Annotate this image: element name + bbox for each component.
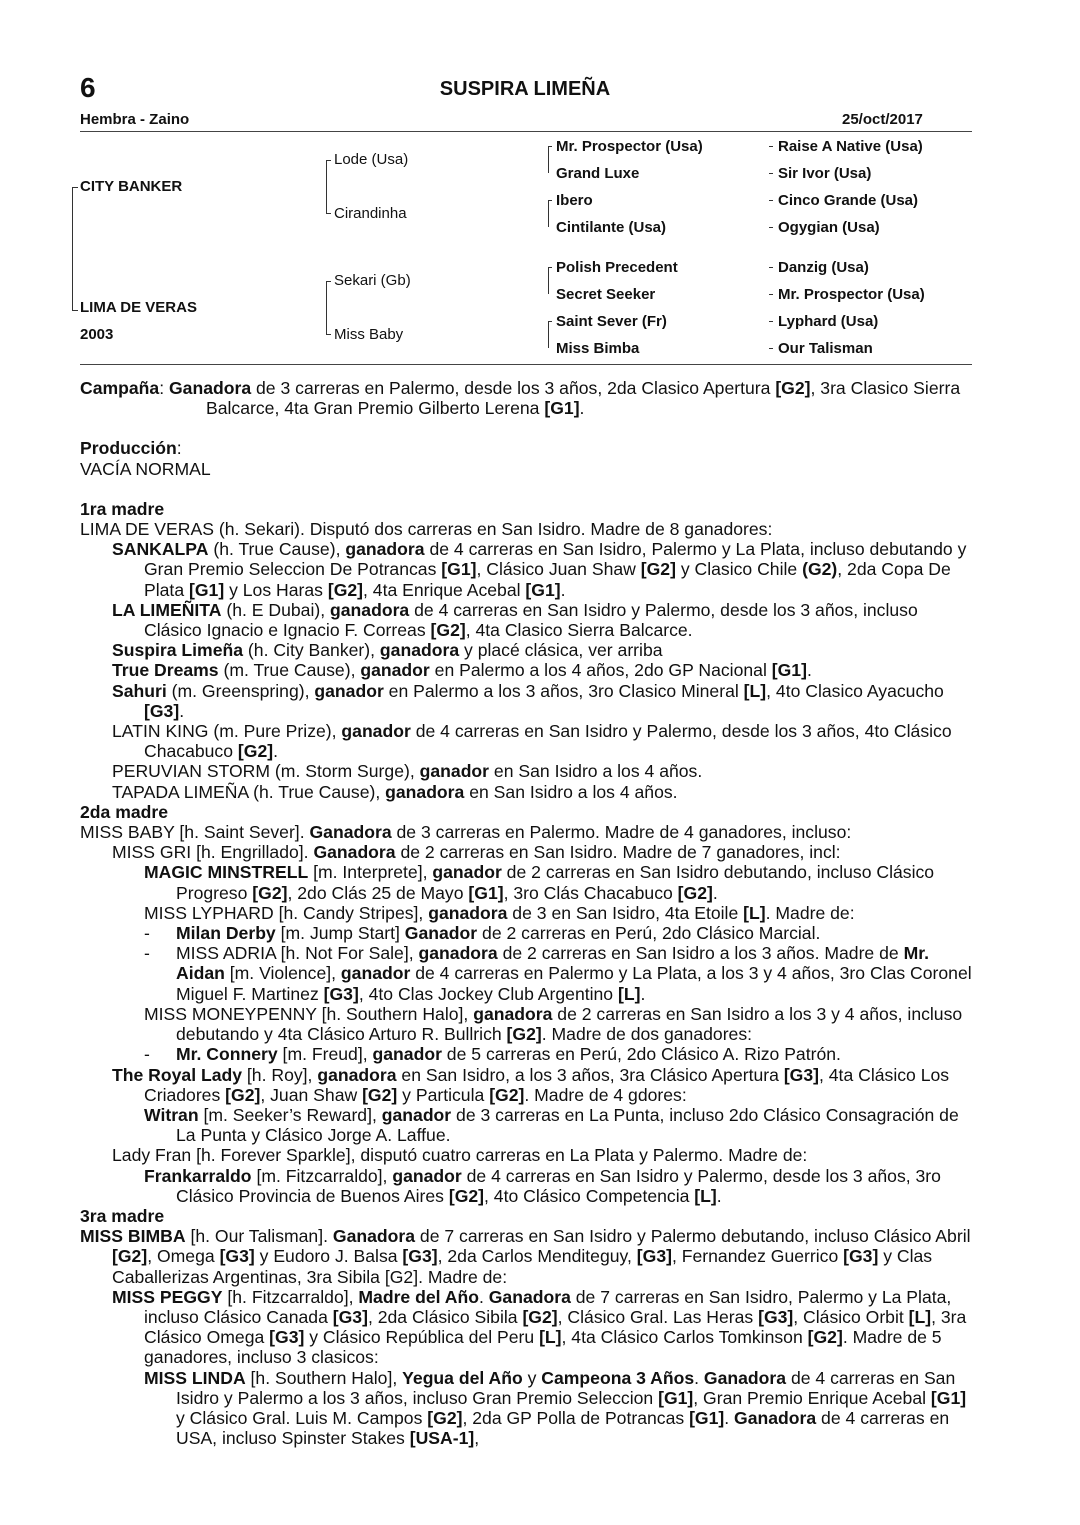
bold-segment: [USA-1]	[409, 1428, 475, 1449]
bold-segment: Milan Derby	[176, 923, 276, 944]
campaign-paragraph	[80, 378, 972, 418]
text-segment: [G2]	[384, 1266, 419, 1287]
text-segment: (h. City Banker),	[243, 640, 380, 661]
bold-segment: [G2]	[427, 1407, 463, 1428]
pedigree-g3: Secret Seeker	[556, 286, 656, 303]
pedigree-g4: Ogygian (Usa)	[778, 219, 880, 236]
text-segment: (m. True Cause),	[218, 660, 361, 681]
bold-segment: [G2]	[252, 882, 288, 903]
text-segment: y Clásico República del Peru	[304, 1327, 540, 1348]
text-segment: de 2 carreras en Perú, 2do Clásico Marcial.	[477, 923, 821, 944]
bold-segment: [L]	[743, 680, 767, 701]
text-segment: MISS ADRIA [h. Not For Sale],	[176, 943, 419, 964]
second-dam-intro	[80, 822, 972, 842]
text-segment: [h. Our Talisman].	[185, 1226, 333, 1247]
gen1-bracket	[72, 187, 73, 311]
gen3-tick	[548, 267, 552, 268]
bold-segment: [G2]	[489, 1084, 525, 1105]
text-segment: .	[694, 1367, 704, 1388]
text-segment: en San Isidro a los 4 años.	[464, 781, 678, 802]
text-segment: de 2 carreras en San Isidro a los 3 y 4 años, incluso debutando y 4ta Clásico Arturo R. Bullrich	[176, 1003, 963, 1045]
bold-segment: [G3]	[144, 700, 180, 721]
text-segment: [m. Seeker’s Reward],	[198, 1104, 382, 1125]
text-segment: de 5 carreras en Perú, 2do Clásico A. Rizo Patrón.	[441, 1044, 841, 1065]
produce-entry	[80, 539, 972, 600]
bold-segment: [G2]	[522, 1306, 558, 1327]
produce-entry	[80, 1065, 972, 1105]
campaign-winner: Ganadora	[168, 378, 252, 398]
gen3-tick	[548, 321, 552, 322]
text-segment: , Clásico Juan Shaw	[476, 559, 641, 580]
bold-segment: Yegua del Año	[402, 1367, 523, 1388]
bold-segment: ganadora	[473, 1003, 553, 1024]
pedigree-dam: LIMA DE VERAS	[80, 299, 197, 316]
first-dam-title: 1ra madre	[80, 498, 165, 519]
foaling-date: 25/oct/2017	[842, 111, 923, 128]
text-segment: .	[712, 882, 718, 903]
bold-segment: [G1]	[468, 882, 504, 903]
text-segment: de 2 carreras en San Isidro. Madre de 7 ganadores, incl:	[395, 842, 841, 863]
gen2-tick	[326, 213, 331, 214]
bold-segment: [G2]	[807, 1327, 843, 1348]
bold-segment: [L]	[617, 983, 641, 1004]
horse-name: SUSPIRA LIMEÑA	[439, 78, 611, 100]
third-dam-title: 3ra madre	[80, 1205, 165, 1226]
text-segment: , Juan Shaw	[260, 1084, 363, 1105]
text-segment: y	[522, 1367, 542, 1388]
bold-segment: ganador	[372, 1044, 442, 1065]
text-segment: y Clas Caballerizas Argentinas, 3ra Sibila	[112, 1246, 933, 1287]
gen4-tick	[769, 200, 773, 201]
gen4-tick	[769, 348, 773, 349]
pedigree-g4: Cinco Grande (Usa)	[778, 192, 919, 209]
pedigree-g3: Polish Precedent	[556, 259, 678, 276]
text-segment: [m. Fitzcarraldo],	[251, 1165, 393, 1186]
text-segment: de 4 carreras en San Isidro y Palermo, desde los 3 años, 4to Clásico Chacabuco	[144, 721, 952, 762]
gen3-bracket	[548, 146, 549, 173]
bold-segment: ganadora	[379, 640, 460, 661]
pedigree-g3: Saint Sever (Fr)	[556, 313, 667, 330]
text-segment: y Clásico Gral. Luis M. Campos	[176, 1407, 428, 1428]
campaign-text: , 3ra Clasico Sierra Balcarce, 4ta Gran Premio Gilberto Lerena	[206, 378, 961, 419]
bold-segment: [G1]	[189, 579, 225, 600]
gen3-tick	[548, 200, 552, 201]
text-segment: de 4 carreras en Palermo y La Plata, a los 3 y 4 años, 3ro Clas Coronel Miguel F. Martinez	[176, 963, 972, 1004]
bold-segment: [G2]	[506, 1024, 542, 1045]
bold-segment: [L]	[694, 1185, 717, 1206]
pedigree-g4: Sir Ivor (Usa)	[778, 165, 872, 182]
production-label: Producción	[80, 438, 177, 459]
pedigree-g2: Sekari (Gb)	[334, 272, 411, 289]
catalog-number: 6	[80, 72, 96, 103]
bold-segment: Mr. Aidan	[176, 943, 929, 984]
text-segment: de 4 carreras en San Isidro y Palermo a los 3 años, incluso Gran Premio Seleccion	[176, 1367, 956, 1408]
text-segment: , 4ta Clásico Los Criadores	[144, 1064, 950, 1105]
text-segment: , 4to Clásico Competencia	[484, 1185, 695, 1206]
produce-entry	[80, 1004, 972, 1044]
bold-segment: ganadora	[385, 781, 465, 802]
bold-segment: ganadora	[330, 599, 410, 620]
bold-segment: [L]	[743, 902, 766, 923]
bold-segment: [G1]	[441, 559, 477, 580]
bold-segment: [G2]	[237, 741, 274, 762]
produce-entry	[80, 903, 972, 923]
bold-segment: [G3]	[402, 1246, 438, 1267]
top-rule	[80, 131, 972, 132]
text-segment: . Madre de 5 ganadores, incluso 3 clasicos:	[144, 1327, 942, 1368]
sex-color: Hembra - Zaino	[80, 111, 190, 128]
pedigree-g4: Raise A Native (Usa)	[778, 138, 923, 155]
pedigree-g3: Ibero	[556, 192, 593, 209]
pedigree-g4: Danzig (Usa)	[778, 259, 869, 276]
bold-segment: Sahuri	[112, 680, 167, 701]
gen2-tick	[326, 160, 331, 161]
produce-entry	[80, 842, 972, 862]
text-segment: , Clásico Gral. Las Heras	[557, 1306, 759, 1327]
gen2-bracket	[326, 281, 327, 335]
text-segment: de 4 carreras en USA, incluso Spinster Stakes	[176, 1407, 950, 1449]
text-segment: .	[273, 741, 278, 762]
text-segment: en Palermo a los 4 años, 2do GP Nacional	[429, 660, 772, 681]
produce-entry	[80, 782, 972, 802]
first-dam-intro: LIMA DE VERAS (h. Sekari). Disputó dos carreras en San Isidro. Madre de 8 ganadores:	[80, 519, 773, 540]
bold-segment: Ganadora	[313, 842, 396, 863]
gen1-tick	[72, 310, 78, 311]
pedigree-g3: Mr. Prospector (Usa)	[556, 138, 703, 155]
bold-segment: [G1]	[930, 1387, 967, 1408]
text-segment: y Eudoro J. Balsa	[254, 1246, 403, 1267]
campaign-sep: :	[159, 378, 169, 398]
text-segment: .	[716, 1185, 722, 1206]
bold-segment: ganador	[392, 1165, 462, 1186]
text-segment: , 4ta Clasico Sierra Balcarce.	[465, 620, 693, 641]
campaign-text: .	[579, 398, 585, 419]
bold-segment: Ganadora	[332, 1226, 416, 1247]
text-segment: de 3 carreras en Palermo. Madre de 4 ganadores, incluso:	[391, 822, 852, 843]
text-segment: de 2 carreras en San Isidro a los 3 años. Madre de	[497, 943, 904, 964]
produce-entry	[80, 1105, 972, 1145]
produce-entry	[80, 681, 972, 721]
text-segment: , 2da GP Polla de Potrancas	[462, 1407, 690, 1428]
text-segment: , Gran Premio Enrique Acebal	[693, 1387, 931, 1408]
text-segment: de 3 carreras en La Punta, incluso 2do Clásico Consagración de La Punta y Clásico Jorge A. Laffue.	[176, 1104, 959, 1146]
production-value: VACÍA NORMAL	[80, 458, 211, 479]
text-segment: .	[724, 1407, 735, 1428]
text-segment: , 3ro Clás Chacabuco	[503, 882, 678, 903]
gen2-tick	[326, 281, 331, 282]
text-segment: . Madre de 4 gdores:	[524, 1084, 687, 1105]
bold-segment: Frankarraldo	[144, 1165, 252, 1186]
text-segment: (m. Greenspring),	[166, 680, 315, 701]
bold-segment: ganador	[314, 680, 384, 701]
bold-segment: ganador	[419, 761, 490, 782]
bold-segment: SANKALPA	[112, 539, 209, 560]
campaign-label: Campaña	[80, 378, 160, 398]
bold-segment: [G2]	[327, 579, 364, 600]
bold-segment: [G2]	[640, 559, 676, 580]
bold-segment: Ganadora	[703, 1367, 787, 1388]
text-segment: de 4 carreras en San Isidro, Palermo y La Plata, incluso debutando y Gran Premio Seleccion De Potrancas	[144, 539, 967, 580]
bold-segment: The Royal Lady	[112, 1064, 243, 1085]
text-segment: . Madre de dos ganadores:	[541, 1024, 753, 1045]
text-segment: PERUVIAN STORM (m. Storm Surge),	[112, 761, 420, 782]
bold-segment: [G3]	[758, 1306, 794, 1327]
text-segment: .	[560, 579, 566, 600]
bold-segment: [G1]	[658, 1387, 694, 1408]
text-segment: [h. Fitzcarraldo],	[222, 1286, 359, 1307]
production-heading	[80, 438, 972, 458]
text-segment: , Clásico Orbit	[793, 1306, 909, 1327]
bold-segment: [G2]	[362, 1084, 398, 1105]
bold-segment: Ganadora	[734, 1407, 817, 1428]
gen2-bracket	[326, 160, 327, 214]
text-segment: [m. Violence],	[224, 963, 341, 984]
text-segment: y Clasico Chile	[675, 559, 803, 580]
gen4-tick	[769, 321, 773, 322]
text-segment: de 7 carreras en San Isidro y Palermo debutando, incluso Clásico Abril	[415, 1226, 971, 1247]
text-segment: [h. Roy],	[242, 1064, 318, 1085]
text-segment: MISS MONEYPENNY [h. Southern Halo],	[144, 1003, 474, 1024]
bold-segment: MISS PEGGY	[112, 1286, 223, 1307]
gen4-tick	[769, 267, 773, 268]
bold-segment: Ganadora	[488, 1286, 571, 1307]
text-segment: TAPADA LIMEÑA (h. True Cause),	[112, 781, 386, 802]
grade-badge: [G1]	[544, 398, 580, 419]
gen3-bracket	[548, 200, 549, 227]
bold-segment: [G3]	[323, 983, 359, 1004]
text-segment: de 4 carreras en San Isidro y Palermo, desde los 3 años, 3ro Clásico Provincia de Buenos Aires	[176, 1165, 941, 1206]
produce-entry	[80, 923, 972, 943]
gen1-tick	[72, 187, 78, 188]
gen3-bracket	[548, 321, 549, 348]
bold-segment: [L]	[539, 1327, 562, 1348]
bold-segment: Madre del Año	[358, 1286, 479, 1307]
gen2-tick	[326, 334, 331, 335]
production-sep: :	[176, 438, 182, 459]
text-segment: , 2da Clásico Sibila	[367, 1306, 523, 1327]
bold-segment: Ganadora	[309, 822, 392, 843]
bold-segment: Campeona 3 Años	[541, 1367, 695, 1388]
bold-segment: ganador	[340, 963, 411, 984]
text-segment: MISS BABY [h. Saint Sever].	[80, 822, 310, 843]
produce-entry	[80, 600, 972, 640]
text-segment: [m. Interprete],	[308, 862, 433, 883]
text-segment: (h. E Dubai),	[221, 599, 331, 620]
grade-badge: [G2]	[775, 378, 811, 398]
text-segment: [m. Jump Start]	[275, 923, 405, 944]
bold-segment: (G2)	[802, 559, 838, 580]
bold-segment: Suspira Limeña	[112, 640, 244, 661]
bold-segment: [G1]	[689, 1407, 725, 1428]
bold-segment: [G3]	[636, 1246, 672, 1267]
produce-entry	[80, 943, 972, 1004]
text-segment: en San Isidro, a los 3 años, 3ra Clásico Apertura	[396, 1064, 784, 1085]
text-segment: .	[640, 983, 646, 1004]
third-dam-intro	[80, 1226, 972, 1287]
gen4-tick	[769, 227, 773, 228]
text-segment: [m. Freud],	[277, 1044, 373, 1065]
bold-segment: ganador	[432, 862, 502, 883]
bottom-rule	[80, 364, 972, 365]
text-segment: , 2da Carlos Menditeguy,	[437, 1246, 637, 1267]
text-segment: .	[179, 700, 185, 721]
produce-entry	[80, 862, 972, 902]
bold-segment: [G1]	[525, 579, 561, 600]
text-segment: , 4ta Clásico Carlos Tomkinson	[561, 1327, 808, 1348]
bold-segment: ganadora	[317, 1064, 397, 1085]
second-dam-title: 2da madre	[80, 801, 169, 822]
text-segment: (h. True Cause),	[208, 539, 346, 560]
produce-entry	[80, 1145, 972, 1165]
gen4-tick	[769, 146, 773, 147]
text-segment: ,	[474, 1428, 480, 1449]
produce-entry	[80, 1044, 972, 1064]
bold-segment: ganadora	[428, 902, 508, 923]
produce-entry	[80, 761, 972, 781]
text-segment: .	[806, 660, 812, 681]
pedigree-g3: Grand Luxe	[556, 165, 640, 182]
text-segment: . Madre de:	[765, 902, 855, 923]
bold-segment: [G3]	[269, 1327, 305, 1348]
pedigree-g3: Miss Bimba	[556, 340, 640, 357]
bold-segment: [L]	[908, 1306, 932, 1327]
pedigree-g2: Miss Baby	[334, 326, 404, 343]
pedigree-g4: Mr. Prospector (Usa)	[778, 286, 925, 303]
bold-segment: [G3]	[783, 1064, 819, 1085]
text-segment: de 7 carreras en San Isidro, Palermo y La Plata, incluso Clásico Canada	[144, 1286, 952, 1327]
text-segment: , 4to Clas Jockey Club Argentino	[358, 983, 618, 1004]
text-segment: MISS LYPHARD [h. Candy Stripes],	[144, 902, 429, 923]
bold-segment: ganadora	[418, 943, 498, 964]
bold-segment: MAGIC MINSTRELL	[144, 862, 309, 883]
text-segment: , 2da Copa De Plata	[144, 559, 951, 600]
pedigree-dam-year: 2003	[80, 326, 114, 343]
bold-segment: ganador	[360, 660, 430, 681]
produce-entry	[80, 640, 972, 660]
text-segment: . Madre de:	[418, 1266, 508, 1287]
bold-segment: MISS LINDA	[144, 1367, 246, 1388]
text-segment: [h. Southern Halo],	[245, 1367, 403, 1388]
bold-segment: ganadora	[345, 539, 425, 560]
bold-segment: [G2]	[430, 620, 466, 641]
bold-segment: [G3]	[219, 1246, 255, 1267]
produce-entry	[80, 1287, 972, 1368]
bold-segment: LA LIMEÑITA	[112, 599, 222, 620]
text-segment: , 4ta Enrique Acebal	[363, 579, 526, 600]
text-segment: y Los Haras	[224, 579, 328, 600]
text-segment: en San Isidro a los 4 años.	[489, 761, 703, 782]
text-segment: de 2 carreras en San Isidro debutando, incluso Clásico Progreso	[176, 862, 935, 903]
bold-segment: Mr. Connery	[176, 1044, 278, 1065]
text-segment: de 3 en San Isidro, 4ta Etoile	[507, 902, 744, 923]
bold-segment: True Dreams	[112, 660, 219, 681]
gen4-tick	[769, 173, 773, 174]
pedigree-sire: CITY BANKER	[80, 178, 183, 195]
bold-segment: MISS BIMBA	[80, 1226, 186, 1247]
text-segment: LATIN KING (m. Pure Prize),	[112, 721, 342, 742]
gen3-tick	[548, 146, 552, 147]
bold-segment: Witran	[144, 1104, 199, 1125]
bold-segment: [G2]	[112, 1246, 148, 1267]
campaign-text: de 3 carreras en Palermo, desde los 3 años, 2da Clasico Apertura	[251, 378, 776, 398]
bold-segment: ganador	[341, 721, 411, 742]
text-segment: , 4to Clasico Ayacucho	[766, 680, 944, 701]
bold-segment: ganador	[381, 1104, 452, 1125]
text-segment: , Omega	[147, 1246, 220, 1267]
produce-entry	[80, 1368, 972, 1449]
pedigree-g2: Cirandinha	[334, 205, 407, 222]
bold-segment: [G2]	[677, 882, 713, 903]
bold-segment: [G3]	[843, 1246, 879, 1267]
bold-segment: Ganador	[404, 923, 478, 944]
pedigree-g4: Our Talisman	[778, 340, 873, 357]
pedigree-g3: Cintilante (Usa)	[556, 219, 667, 236]
bold-segment: [G2]	[225, 1084, 261, 1105]
text-segment: de 4 carreras en San Isidro y Palermo, desde los 3 años, incluso Clásico Ignacio e Ignacio F. Correas	[144, 599, 918, 641]
text-segment: , 2do Clás 25 de Mayo	[287, 882, 469, 903]
text-segment: , Fernandez Guerrico	[671, 1246, 844, 1267]
text-segment: y Particula	[397, 1084, 490, 1105]
text-segment: Lady Fran [h. Forever Sparkle], disputó cuatro carreras en La Plata y Palermo. Madre de:	[112, 1145, 808, 1166]
text-segment: .	[478, 1286, 489, 1307]
produce-entry	[80, 660, 972, 680]
pedigree-g4: Lyphard (Usa)	[778, 313, 879, 330]
gen4-tick	[769, 294, 773, 295]
catalog-body	[80, 378, 972, 1448]
text-segment: y placé clásica, ver arriba	[459, 640, 663, 661]
bold-segment: [G3]	[332, 1306, 368, 1327]
text-segment: , 3ra Clásico Omega	[144, 1306, 967, 1348]
pedigree-g2: Lode (Usa)	[334, 151, 409, 168]
bold-segment: [G1]	[771, 660, 807, 681]
produce-entry	[80, 721, 972, 761]
produce-entry	[80, 1166, 972, 1206]
bold-segment: [G2]	[448, 1185, 485, 1206]
gen3-bracket	[548, 267, 549, 294]
text-segment: en Palermo a los 3 años, 3ro Clasico Mineral	[383, 680, 744, 701]
text-segment: MISS GRI [h. Engrillado].	[112, 842, 314, 863]
